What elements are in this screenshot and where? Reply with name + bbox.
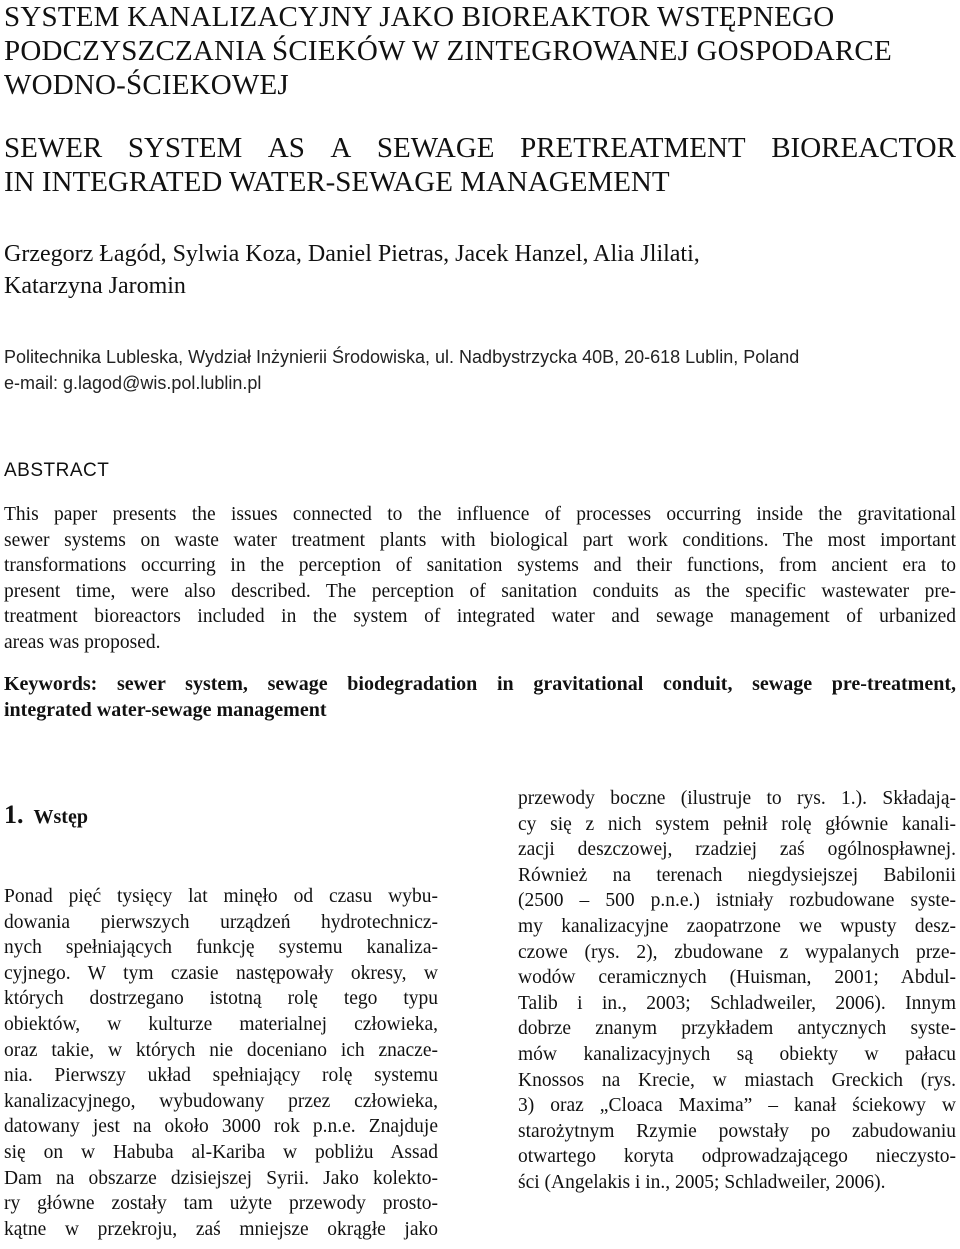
body-line: zacji deszczowej, rzadziej zaś ogólnospławnej. — [518, 839, 956, 861]
body-line: oraz takie, w których nie doceniano ich znacze- — [4, 1039, 438, 1061]
english-title-word: SEWAGE — [376, 132, 495, 164]
body-line: ry główne zostały tam użyte przewody prosto- — [4, 1193, 438, 1215]
english-title-word: A — [330, 132, 352, 164]
polish-title — [4, 0, 944, 102]
section-heading — [4, 800, 88, 830]
body-line: wodów ceramicznych (Huisman, 2001; Abdul- — [518, 967, 956, 989]
english-title-word: AS — [267, 132, 305, 164]
keywords-line: Keywords: sewer system, sewage biodegradation in gravitational conduit, sewage pre-treatment, — [4, 673, 956, 695]
body-line: kątne w przekroju, zaś mniejsze okrągłe jako — [4, 1218, 438, 1240]
author-line: Grzegorz Łagód, Sylwia Koza, Daniel Pietras, Jacek Hanzel, Alia Jlilati, — [4, 241, 700, 267]
abstract-line: treatment bioreactors included in the system of integrated water and sewage management of urbanized — [4, 606, 956, 628]
body-line: starożytnym Rzymie powstały po zabudowaniu — [518, 1120, 956, 1142]
english-title-word: SEWER — [4, 132, 103, 164]
left-column-text — [4, 884, 438, 1242]
body-line: czowe (rys. 2), zbudowane z wypalanych prze- — [518, 941, 956, 963]
polish-title-line: WODNO-ŚCIEKOWEJ — [4, 69, 289, 101]
body-line: my kanalizacyjne zaopatrzone we wpusty desz- — [518, 915, 956, 937]
body-line: cy się z nich system pełnił rolę głównie kanali- — [518, 813, 956, 835]
english-title-word: PRETREATMENT — [520, 132, 746, 164]
english-title-line — [4, 131, 956, 165]
author-line: Katarzyna Jaromin — [4, 273, 186, 299]
body-line: Również na terenach niegdysiejszej Babilonii — [518, 864, 956, 886]
body-line: ści (Angelakis i in., 2005; Schladweiler, 2006). — [518, 1171, 886, 1193]
body-line: obiektów, w kulturze materialnej człowieka, — [4, 1013, 438, 1035]
affiliation — [4, 344, 956, 396]
section-number: 1. — [4, 800, 24, 829]
abstract-line: present time, were also described. The perception of sanitation conduits as the specific wastewater pre- — [4, 580, 956, 602]
affiliation-address: Politechnika Lubleska, Wydział Inżynierii Środowiska, ul. Nadbystrzycka 40B, 20-618 Lublin, Poland — [4, 347, 800, 367]
body-line: dobrze znanym przykładem antycznych syste- — [518, 1018, 956, 1040]
polish-title-line: PODCZYSZCZANIA ŚCIEKÓW W ZINTEGROWANEJ GOSPODARCE — [4, 35, 892, 67]
body-line: dowania pierwszych urządzeń hydrotechnicz- — [4, 911, 438, 933]
english-title-line: IN INTEGRATED WATER-SEWAGE MANAGEMENT — [4, 166, 670, 198]
affiliation-email: e-mail: g.lagod@wis.pol.lublin.pl — [4, 373, 262, 393]
author-list — [4, 238, 944, 302]
body-line: Talib i in., 2003; Schladweiler, 2006). Innym — [518, 992, 956, 1014]
section-title: Wstęp — [33, 806, 88, 828]
body-line: mów kanalizacyjnych są obiekty w pałacu — [518, 1043, 956, 1065]
body-line: 3) oraz „Cloaca Maxima” – kanał ściekowy w — [518, 1095, 956, 1117]
keywords — [4, 671, 956, 723]
body-line: przewody boczne (ilustruje to rys. 1.). Składają- — [518, 788, 956, 809]
english-title-word: SYSTEM — [127, 132, 243, 164]
abstract-body — [4, 502, 956, 656]
body-line: Knossos na Krecie, w miastach Greckich (rys. — [518, 1069, 956, 1091]
keywords-line: integrated water-sewage management — [4, 699, 327, 721]
body-line: nych spełniających funkcję systemu kanaliza- — [4, 937, 438, 959]
english-title-word: BIOREACTOR — [771, 132, 956, 164]
body-line: (2500 – 500 p.n.e.) istniały rozbudowane syste- — [518, 890, 956, 912]
body-line: datowany jest na około 3000 rok p.n.e. Znajduje — [4, 1116, 438, 1138]
abstract-heading: ABSTRACT — [4, 460, 110, 481]
polish-title-line: SYSTEM KANALIZACYJNY JAKO BIOREAKTOR WSTĘPNEGO — [4, 1, 835, 33]
abstract-line: transformations occurring in the perception of sanitation systems and their functions, from ancient era to — [4, 555, 956, 577]
body-line: się on w Habuba al-Kariba w pobliżu Assad — [4, 1141, 438, 1163]
body-line: nia. Pierwszy układ spełniający rolę systemu — [4, 1065, 438, 1087]
body-line: cyjnego. W tym czasie następowały okresy, w — [4, 962, 438, 984]
right-column-text — [518, 786, 956, 1196]
body-line: kanalizacyjnego, wybudowany przez człowieka, — [4, 1090, 438, 1112]
body-line: których dostrzegano istotną rolę tego typu — [4, 988, 438, 1010]
abstract-line: sewer systems on waste water treatment plants with biological part work conditions. The most important — [4, 529, 956, 551]
abstract-line: areas was proposed. — [4, 631, 161, 653]
abstract-line: This paper presents the issues connected to the influence of processes occurring inside the gravitational — [4, 504, 956, 525]
english-title — [4, 131, 956, 199]
body-line: Ponad pięć tysięcy lat minęło od czasu wybu- — [4, 886, 438, 907]
body-line: otwartego koryta odprowadzającego nieczysto- — [518, 1146, 956, 1168]
body-line: Dam na obszarze dzisiejszej Syrii. Jako kolekto- — [4, 1167, 438, 1189]
